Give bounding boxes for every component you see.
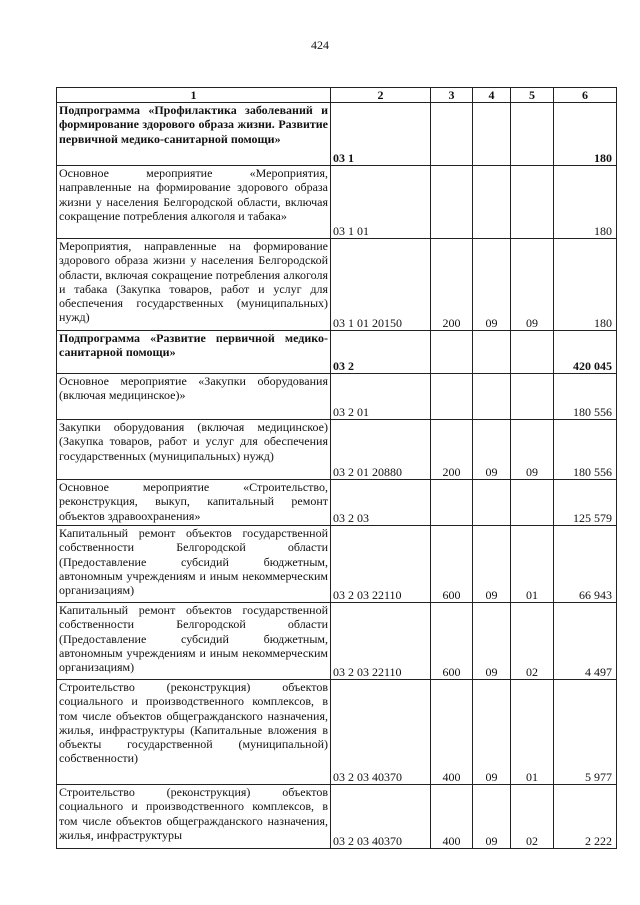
row-description: Подпрограмма «Развитие первичной медико-санитарной помощи» bbox=[57, 331, 331, 374]
row-col4 bbox=[473, 480, 511, 526]
column-header: 3 bbox=[431, 88, 473, 103]
row-col5: 02 bbox=[511, 603, 554, 680]
row-code: 03 2 03 bbox=[331, 480, 431, 526]
row-code: 03 1 01 bbox=[331, 166, 431, 239]
table-row bbox=[57, 526, 617, 603]
row-amount: 180 bbox=[554, 103, 617, 166]
row-col4: 09 bbox=[473, 785, 511, 849]
table-row bbox=[57, 331, 617, 374]
row-code: 03 2 03 22110 bbox=[331, 603, 431, 680]
row-col5 bbox=[511, 166, 554, 239]
column-header: 6 bbox=[554, 88, 617, 103]
table-header-row bbox=[57, 88, 617, 103]
row-code: 03 2 03 22110 bbox=[331, 526, 431, 603]
table-row bbox=[57, 166, 617, 239]
row-col3: 600 bbox=[431, 526, 473, 603]
table-row bbox=[57, 374, 617, 420]
row-col3 bbox=[431, 374, 473, 420]
column-header: 5 bbox=[511, 88, 554, 103]
row-col4: 09 bbox=[473, 526, 511, 603]
row-col5: 02 bbox=[511, 785, 554, 849]
row-amount: 2 222 bbox=[554, 785, 617, 849]
table-row bbox=[57, 239, 617, 331]
row-amount: 180 bbox=[554, 239, 617, 331]
column-header: 2 bbox=[331, 88, 431, 103]
page-number: 424 bbox=[311, 38, 329, 52]
row-code: 03 1 bbox=[331, 103, 431, 166]
row-col3: 400 bbox=[431, 680, 473, 785]
row-code: 03 2 01 20880 bbox=[331, 420, 431, 480]
row-col5 bbox=[511, 374, 554, 420]
row-col4 bbox=[473, 331, 511, 374]
row-col4: 09 bbox=[473, 603, 511, 680]
row-description: Строительство (реконструкция) объектов социального и производственного комплексов, в том числе объектов общегражданского назначения, жилья, инфраструктуры bbox=[57, 785, 331, 849]
table-row bbox=[57, 603, 617, 680]
column-header: 1 bbox=[57, 88, 331, 103]
row-col4: 09 bbox=[473, 420, 511, 480]
row-col3 bbox=[431, 480, 473, 526]
row-description: Подпрограмма «Профилактика заболеваний и формирование здорового образа жизни. Развитие первичной медико-санитарной помощи» bbox=[57, 103, 331, 166]
row-description: Основное мероприятие «Закупки оборудования (включая медицинское)» bbox=[57, 374, 331, 420]
row-code: 03 2 03 40370 bbox=[331, 680, 431, 785]
row-col5: 09 bbox=[511, 239, 554, 331]
table-row bbox=[57, 420, 617, 480]
row-col5: 01 bbox=[511, 526, 554, 603]
row-col3: 200 bbox=[431, 420, 473, 480]
row-code: 03 1 01 20150 bbox=[331, 239, 431, 331]
row-amount: 180 556 bbox=[554, 420, 617, 480]
table-row bbox=[57, 480, 617, 526]
row-col4: 09 bbox=[473, 239, 511, 331]
row-amount: 125 579 bbox=[554, 480, 617, 526]
row-code: 03 2 03 40370 bbox=[331, 785, 431, 849]
row-description: Закупки оборудования (включая медицинское) (Закупка товаров, работ и услуг для обеспечения государственных (муниципальных) нужд) bbox=[57, 420, 331, 480]
column-header: 4 bbox=[473, 88, 511, 103]
row-amount: 66 943 bbox=[554, 526, 617, 603]
table-row bbox=[57, 103, 617, 166]
table-row bbox=[57, 785, 617, 849]
row-col3: 200 bbox=[431, 239, 473, 331]
row-amount: 180 556 bbox=[554, 374, 617, 420]
row-amount: 5 977 bbox=[554, 680, 617, 785]
row-col5 bbox=[511, 480, 554, 526]
row-col3 bbox=[431, 103, 473, 166]
row-amount: 4 497 bbox=[554, 603, 617, 680]
row-col4 bbox=[473, 166, 511, 239]
row-col3 bbox=[431, 166, 473, 239]
row-col4 bbox=[473, 103, 511, 166]
row-description: Строительство (реконструкция) объектов социального и производственного комплексов, в том числе объектов общегражданского назначения, жилья, инфраструктуры (Капитальные вложения в объекты государственной (муниципальной) собственности) bbox=[57, 680, 331, 785]
row-amount: 180 bbox=[554, 166, 617, 239]
row-col3 bbox=[431, 331, 473, 374]
row-code: 03 2 01 bbox=[331, 374, 431, 420]
row-amount: 420 045 bbox=[554, 331, 617, 374]
row-description: Капитальный ремонт объектов государственной собственности Белгородской области (Предоставление субсидий бюджетным, автономным учреждениям и иным некоммерческим организациям) bbox=[57, 526, 331, 603]
row-description: Мероприятия, направленные на формирование здорового образа жизни у населения Белгородской области, включая сокращение потребления алкоголя и табака (Закупка товаров, работ и услуг для обеспечения государственных (муниципальных) нужд) bbox=[57, 239, 331, 331]
row-col5: 09 bbox=[511, 420, 554, 480]
table-row bbox=[57, 680, 617, 785]
row-col5 bbox=[511, 103, 554, 166]
row-col3: 400 bbox=[431, 785, 473, 849]
row-col5 bbox=[511, 331, 554, 374]
row-col4 bbox=[473, 374, 511, 420]
budget-table bbox=[56, 87, 617, 849]
row-code: 03 2 bbox=[331, 331, 431, 374]
row-col3: 600 bbox=[431, 603, 473, 680]
row-col4: 09 bbox=[473, 680, 511, 785]
row-description: Основное мероприятие «Мероприятия, направленные на формирование здорового образа жизни у населения Белгородской области, включая сокращение потребления алкоголя и табака» bbox=[57, 166, 331, 239]
row-col5: 01 bbox=[511, 680, 554, 785]
row-description: Капитальный ремонт объектов государственной собственности Белгородской области (Предоставление субсидий бюджетным, автономным учреждениям и иным некоммерческим организациям) bbox=[57, 603, 331, 680]
row-description: Основное мероприятие «Строительство, реконструкция, выкуп, капитальный ремонт объектов здравоохранения» bbox=[57, 480, 331, 526]
